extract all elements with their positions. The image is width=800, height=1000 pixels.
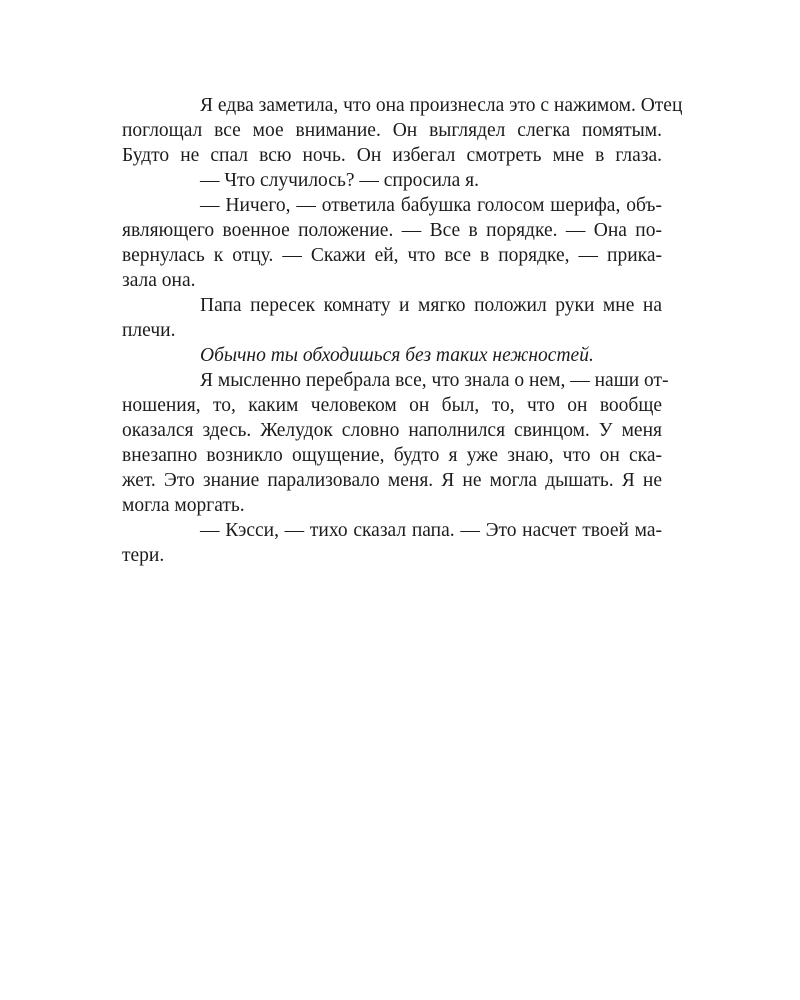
text-line: Я едва заметила, что она произнесла это с нажимом. Отец (200, 95, 683, 116)
text-line: зала она. (122, 270, 196, 291)
text-line: Будто не спал всю ночь. Он избегал смотреть мне в глаза. (122, 145, 662, 166)
text-line: являющего военное положение. — Все в порядке. — Она по- (122, 220, 662, 241)
text-line: — Что случилось? — спросила я. (200, 170, 480, 191)
text-line: поглощал все мое внимание. Он выглядел слегка помятым. (122, 120, 662, 141)
text-line: — Ничего, — ответила бабушка голосом шерифа, объ- (200, 195, 662, 216)
text-line: Папа пересек комнату и мягко положил руки мне на (200, 295, 662, 316)
paragraph-1 (122, 93, 683, 168)
paragraph-5-italic (200, 343, 662, 368)
paragraph-2 (200, 168, 662, 193)
paragraph-6 (122, 368, 669, 518)
text-line: тери. (122, 545, 165, 566)
text-body (122, 93, 683, 568)
text-line: жет. Это знание парализовало меня. Я не могла дышать. Я не (122, 470, 662, 491)
text-line: Я мысленно перебрала все, что знала о нем, — наши от- (200, 370, 669, 391)
text-line: внезапно возникло ощущение, будто я уже знаю, что он ска- (122, 445, 662, 466)
text-line: ношения, то, каким человеком он был, то, что он вообще (122, 395, 662, 416)
paragraph-3 (122, 193, 662, 293)
text-line: могла моргать. (122, 495, 245, 516)
text-line: оказался здесь. Желудок словно наполнился свинцом. У меня (122, 420, 662, 441)
text-line: плечи. (122, 320, 176, 341)
text-line: Обычно ты обходишься без таких нежностей. (200, 345, 594, 366)
paragraph-7 (122, 518, 662, 568)
paragraph-4 (122, 293, 662, 343)
text-line: — Кэсси, — тихо сказал папа. — Это насчет твоей ма- (200, 520, 662, 541)
text-line: вернулась к отцу. — Скажи ей, что все в порядке, — прика- (122, 245, 662, 266)
